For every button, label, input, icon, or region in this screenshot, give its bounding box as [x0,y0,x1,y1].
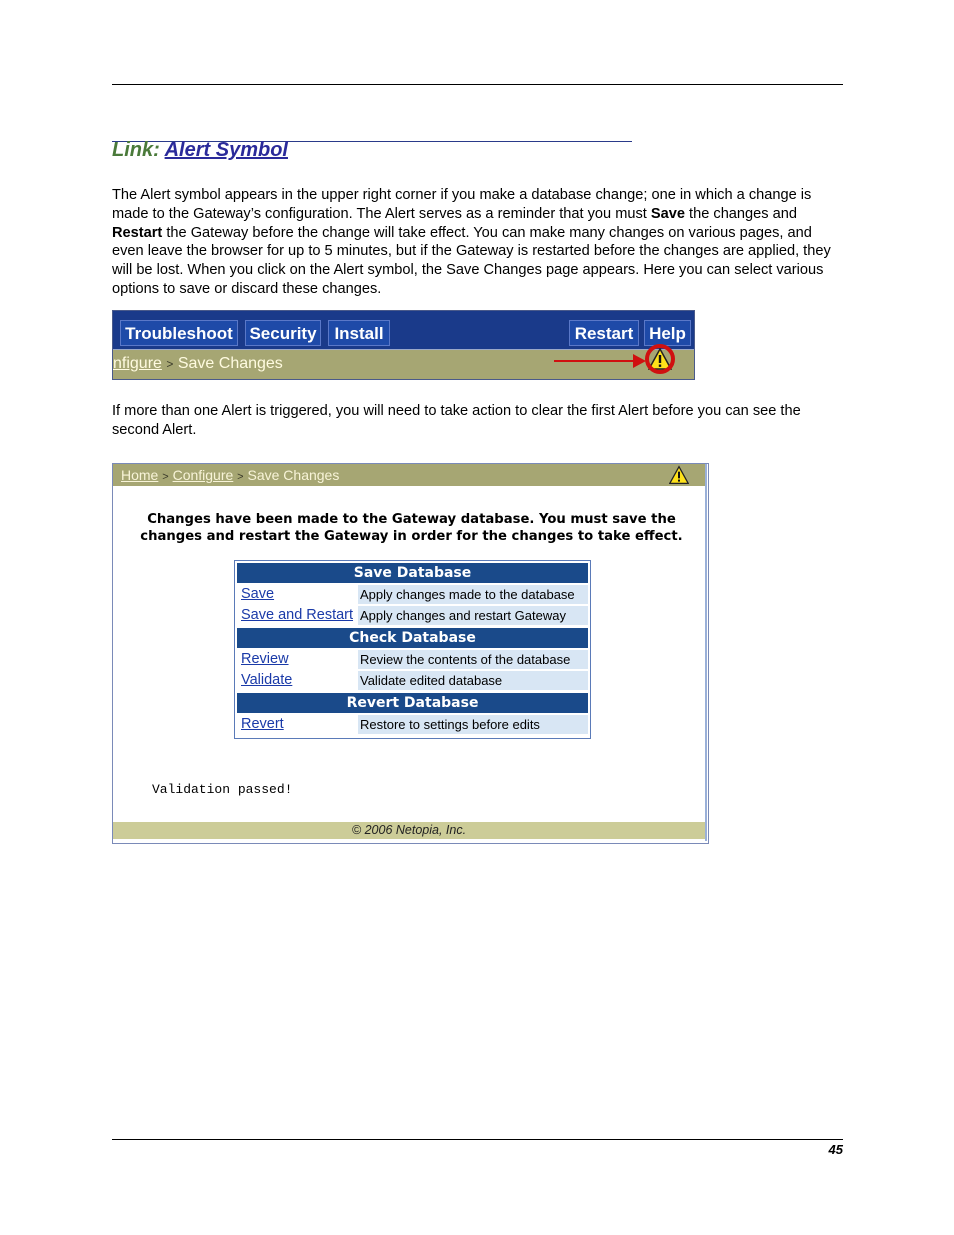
breadcrumb-bar [113,350,694,379]
intro-text-1: The Alert symbol appears in the upper right corner if you make a database change; one in which a change is made to the Gateway’s configuration. The Alert serves as a reminder that you must [112,187,812,222]
section-header-save-database: Save Database [237,563,588,583]
figure-save-changes-screenshot [112,463,709,844]
section-heading [112,139,288,162]
nav-help-button[interactable]: Help [644,320,691,346]
breadcrumb-current: Save Changes [177,355,283,372]
save-changes-breadcrumb-bar [113,464,705,486]
intro-text-2: the changes and [685,205,797,222]
review-description: Review the contents of the database [358,650,588,669]
validate-description: Validate edited database [358,671,588,690]
validate-link[interactable]: Validate [241,672,293,688]
nav-troubleshoot-button[interactable]: Troubleshoot [120,320,238,346]
validation-status: Validation passed! [152,782,293,797]
intro-text-3: the Gateway before the change will take effect. You can make many changes on various pages, and even leave the browser for up to 5 minutes, but if the Gateway is restarted before the changes are applied, they will be lost. When you click on the Alert symbol, the Save Changes page appears. Here you can select various options to save or discard these changes. [112,224,831,297]
nav-install-button[interactable]: Install [328,320,390,346]
heading-prefix: Link: [112,139,160,161]
section-header-revert-database: Revert Database [237,693,588,713]
paragraph-intro [112,186,843,299]
breadcrumb-home-link[interactable]: Home [121,467,159,483]
breadcrumb [113,355,283,373]
nav-security-button[interactable]: Security [245,320,321,346]
review-link[interactable]: Review [241,651,289,667]
figure-nav-bar-screenshot [112,310,695,380]
breadcrumb [121,467,339,483]
footer-rule [112,1139,843,1140]
breadcrumb-configure-link[interactable]: Configure [172,467,234,483]
pointer-arrow-head [633,354,646,368]
save-and-restart-description: Apply changes and restart Gateway [358,606,588,625]
paragraph-multiple-alerts: If more than one Alert is triggered, you will need to take action to clear the first Alert before you can see the second Alert. [112,403,801,438]
header-rule [112,84,843,85]
breadcrumb-separator: > [237,471,244,483]
breadcrumb-current: Save Changes [247,467,340,483]
page-number: 45 [828,1142,843,1157]
save-link[interactable]: Save [241,586,275,602]
revert-link[interactable]: Revert [241,716,284,732]
revert-description: Restore to settings before edits [358,715,588,734]
breadcrumb-configure-link[interactable]: nfigure [113,355,162,372]
section-header-check-database: Check Database [237,628,588,648]
intro-bold-restart: Restart [112,224,163,241]
save-and-restart-link[interactable]: Save and Restart [241,607,354,623]
save-description: Apply changes made to the database [358,585,588,604]
breadcrumb-separator: > [166,357,174,371]
breadcrumb-separator: > [162,471,169,483]
heading-link[interactable]: Alert Symbol [164,139,288,161]
nav-restart-button[interactable]: Restart [569,320,639,346]
warning-triangle-icon[interactable] [669,465,689,485]
changes-notice [113,511,709,545]
intro-bold-save: Save [650,205,685,222]
highlight-circle [645,344,675,374]
copyright-footer: © 2006 Netopia, Inc. [113,822,705,839]
pointer-arrow-line [554,360,636,362]
nav-bar [113,311,694,350]
notice-line-1: Changes have been made to the Gateway database. You must save the [147,512,676,527]
database-actions-table [234,560,591,739]
notice-line-2: changes and restart the Gateway in order for the changes to take effect. [140,529,683,544]
